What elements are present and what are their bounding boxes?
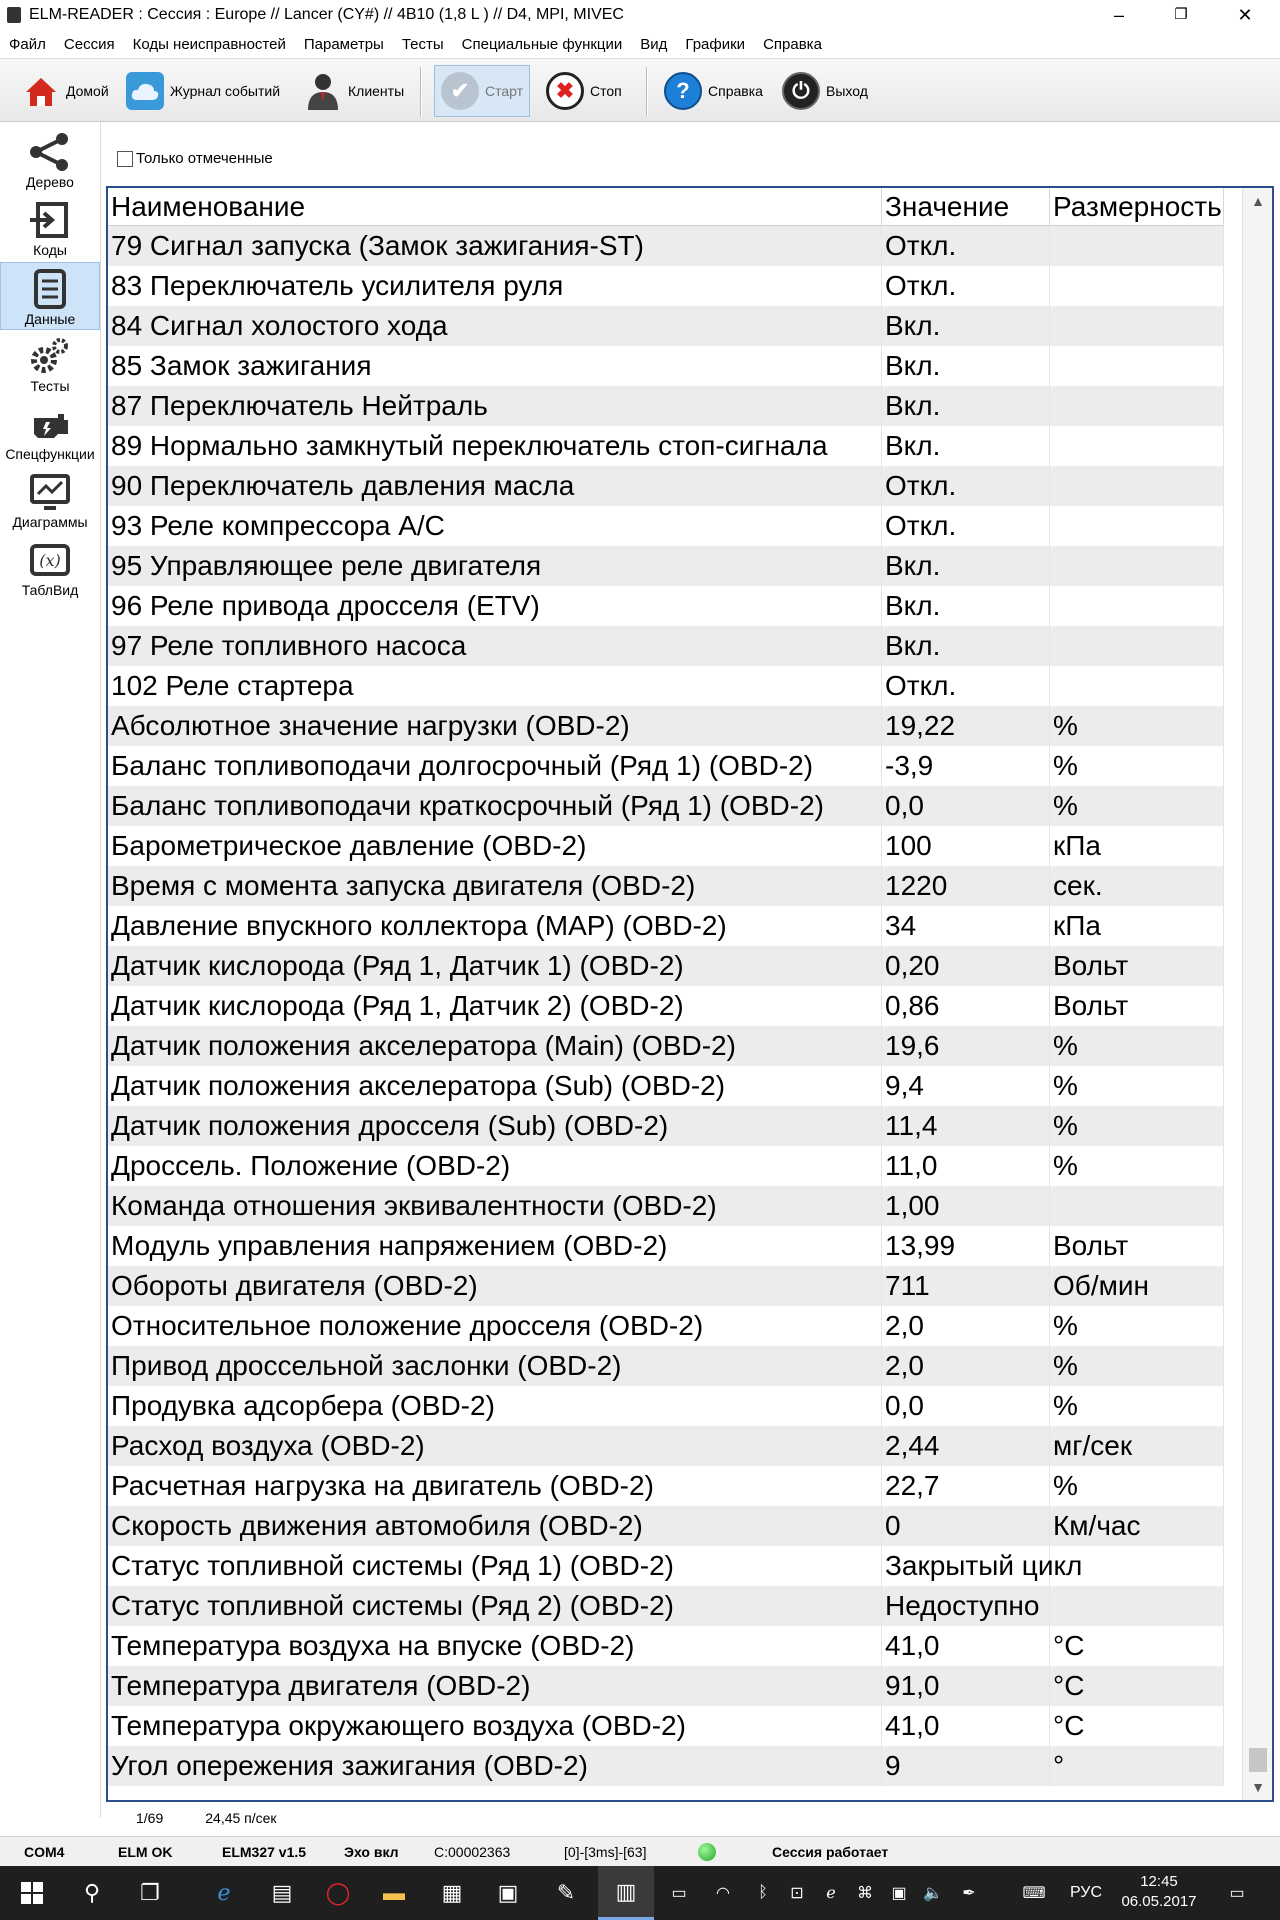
cell-name: Датчик положения акселератора (Sub) (OBD-2) [108, 1066, 882, 1106]
tree-icon [28, 132, 72, 172]
cell-unit [1050, 306, 1224, 346]
table-row[interactable] [108, 1666, 1224, 1706]
cell-value: Откл. [882, 666, 1050, 706]
paint-icon[interactable]: ✎ [556, 1880, 576, 1905]
table-row[interactable] [108, 906, 1224, 946]
table-row[interactable] [108, 1426, 1224, 1466]
table-row[interactable] [108, 1586, 1224, 1626]
table-row[interactable] [108, 226, 1224, 266]
cell-value: Закрытый цикл [882, 1546, 1050, 1586]
volume-icon[interactable]: 🔈 [923, 1885, 943, 1902]
cell-value: 34 [882, 906, 1050, 946]
nav-tree[interactable] [0, 126, 100, 194]
table-row[interactable] [108, 426, 1224, 466]
toolbar [0, 58, 1280, 122]
language-indicator[interactable]: РУС [1069, 1884, 1103, 1901]
table-row[interactable] [108, 986, 1224, 1026]
table-row[interactable] [108, 1706, 1224, 1746]
cell-name: Баланс топливоподачи краткосрочный (Ряд 1) (OBD-2) [108, 786, 882, 826]
nav-tree-label: Дерево [26, 174, 74, 190]
cell-unit: °C [1050, 1666, 1224, 1706]
cell-value: 1220 [882, 866, 1050, 906]
cell-value: Вкл. [882, 586, 1050, 626]
table-row[interactable] [108, 706, 1224, 746]
cell-unit [1050, 1186, 1224, 1226]
menu-view[interactable]: Вид [640, 35, 668, 53]
nav-data[interactable] [0, 262, 100, 330]
codes-icon [28, 200, 72, 240]
cell-unit [1050, 346, 1224, 386]
pen-icon[interactable]: ✒ [962, 1885, 976, 1902]
table-row[interactable] [108, 1026, 1224, 1066]
menu-help[interactable]: Справка [763, 35, 822, 53]
table-row[interactable] [108, 466, 1224, 506]
table-row[interactable] [108, 786, 1224, 826]
only-checked-checkbox[interactable] [117, 151, 133, 167]
cell-name: 96 Реле привода дросселя (ETV) [108, 586, 882, 626]
cell-name: Привод дроссельной заслонки (OBD-2) [108, 1346, 882, 1386]
status-echo: Эхо вкл [344, 1844, 399, 1860]
cell-unit: Вольт [1050, 946, 1224, 986]
cell-name: Температура воздуха на впуске (OBD-2) [108, 1626, 882, 1666]
cell-name: 85 Замок зажигания [108, 346, 882, 386]
cell-unit: % [1050, 1146, 1224, 1186]
exit-button[interactable] [782, 65, 868, 117]
table-row[interactable] [108, 1306, 1224, 1346]
home-button[interactable] [22, 65, 109, 117]
cell-value: Вкл. [882, 626, 1050, 666]
wifi-icon[interactable]: ◠ [716, 1885, 730, 1902]
clock-date: 06.05.2017 [1121, 1893, 1197, 1910]
cell-name: 102 Реле стартера [108, 666, 882, 706]
only-checked-label: Только отмеченные [136, 150, 273, 167]
help-button[interactable] [664, 65, 763, 117]
notifications-icon[interactable]: ▭ [1229, 1885, 1245, 1902]
function-icon [28, 540, 72, 580]
cell-name: Датчик кислорода (Ряд 1, Датчик 2) (OBD-2) [108, 986, 882, 1026]
cell-value: 22,7 [882, 1466, 1050, 1506]
connection-indicator [698, 1843, 716, 1861]
cell-name: Датчик положения дросселя (Sub) (OBD-2) [108, 1106, 882, 1146]
left-nav [0, 122, 100, 1818]
monitor-chart-icon [28, 472, 72, 512]
cell-unit: °C [1050, 1626, 1224, 1666]
stop-button[interactable] [546, 65, 622, 117]
cell-name: 89 Нормально замкнутый переключатель стоп-сигнала [108, 426, 882, 466]
cell-unit: кПа [1050, 906, 1224, 946]
table-row[interactable] [108, 1146, 1224, 1186]
stop-icon: ✖ [546, 72, 584, 110]
elm-reader-task-icon[interactable]: ▥ [598, 1866, 654, 1920]
cell-name: 97 Реле топливного насоса [108, 626, 882, 666]
table-row[interactable] [108, 1346, 1224, 1386]
table-row[interactable] [108, 1106, 1224, 1146]
filter-bar [117, 150, 273, 167]
table-row[interactable] [108, 1466, 1224, 1506]
cell-value: Вкл. [882, 306, 1050, 346]
start-label: Старт [485, 83, 524, 99]
cell-unit: Вольт [1050, 986, 1224, 1026]
nav-tests-label: Тесты [30, 378, 70, 394]
table-row[interactable] [108, 386, 1224, 426]
status-counter: C:00002363 [434, 1844, 511, 1860]
nav-codes[interactable] [0, 194, 100, 262]
cell-name: 83 Переключатель усилителя руля [108, 266, 882, 306]
battery-icon[interactable]: ▭ [671, 1885, 687, 1902]
stop-label: Стоп [590, 83, 622, 99]
menu-error-codes[interactable]: Коды неисправностей [132, 35, 286, 53]
cell-name: Обороты двигателя (OBD-2) [108, 1266, 882, 1306]
table-row[interactable] [108, 546, 1224, 586]
folder-icon[interactable]: ▬ [383, 1880, 405, 1905]
cell-value: Вкл. [882, 546, 1050, 586]
power-icon: ⏻ [782, 72, 820, 110]
cell-unit [1050, 1546, 1224, 1586]
cell-value: 9 [882, 1746, 1050, 1786]
table-row[interactable] [108, 586, 1224, 626]
cell-unit [1050, 1586, 1224, 1626]
nav-tests[interactable] [0, 330, 100, 398]
calculator-icon[interactable]: ▦ [441, 1880, 463, 1905]
cell-value: Откл. [882, 226, 1050, 266]
header-value[interactable]: Значение [882, 188, 1050, 225]
cell-name: Время с момента запуска двигателя (OBD-2) [108, 866, 882, 906]
cell-unit [1050, 226, 1224, 266]
cell-name: Расход воздуха (OBD-2) [108, 1426, 882, 1466]
cell-unit: мг/сек [1050, 1426, 1224, 1466]
cell-value: 0 [882, 1506, 1050, 1546]
cell-unit [1050, 426, 1224, 466]
table-row[interactable] [108, 346, 1224, 386]
cell-value: 711 [882, 1266, 1050, 1306]
cell-value: 2,0 [882, 1346, 1050, 1386]
exit-label: Выход [826, 83, 868, 99]
cell-name: Температура двигателя (OBD-2) [108, 1666, 882, 1706]
cell-value: 2,44 [882, 1426, 1050, 1466]
display-icon[interactable]: ▣ [891, 1885, 907, 1902]
menu-bar [0, 30, 1280, 58]
cell-value: 11,0 [882, 1146, 1050, 1186]
cell-value: Откл. [882, 506, 1050, 546]
cell-value: 41,0 [882, 1706, 1050, 1746]
table-row[interactable] [108, 1186, 1224, 1226]
cell-value: 19,22 [882, 706, 1050, 746]
cell-unit: % [1050, 746, 1224, 786]
cell-value: 0,0 [882, 1386, 1050, 1426]
clock-time: 12:45 [1140, 1873, 1178, 1890]
table-row[interactable] [108, 826, 1224, 866]
edge-icon[interactable]: ℯ [217, 1880, 231, 1905]
menu-parameters[interactable]: Параметры [303, 35, 384, 53]
cell-value: 19,6 [882, 1026, 1050, 1066]
status-port: COM4 [24, 1844, 65, 1860]
cloud-icon [126, 72, 164, 110]
cell-value: 91,0 [882, 1666, 1050, 1706]
cell-name: 95 Управляющее реле двигателя [108, 546, 882, 586]
cell-unit: Об/мин [1050, 1266, 1224, 1306]
cell-name: Дроссель. Положение (OBD-2) [108, 1146, 882, 1186]
table-row[interactable] [108, 1626, 1224, 1666]
cell-value: 9,4 [882, 1066, 1050, 1106]
status-elm: ELM OK [118, 1844, 173, 1860]
keyboard-icon[interactable]: ⌨ [1022, 1885, 1046, 1902]
header-unit[interactable]: Размерность [1050, 188, 1224, 225]
cell-value: 0,20 [882, 946, 1050, 986]
table-row[interactable] [108, 506, 1224, 546]
table-row[interactable] [108, 746, 1224, 786]
title-bar [0, 0, 1280, 30]
table-row[interactable] [108, 1506, 1224, 1546]
cell-value: 2,0 [882, 1306, 1050, 1346]
nav-special-functions[interactable] [0, 398, 100, 466]
scroll-up-arrow[interactable]: ▲ [1251, 193, 1265, 209]
cell-name: Температура окружающего воздуха (OBD-2) [108, 1706, 882, 1746]
bluetooth-icon[interactable]: ᛒ [758, 1884, 768, 1901]
table-row[interactable] [108, 1226, 1224, 1266]
cell-value: Откл. [882, 266, 1050, 306]
cell-name: Статус топливной системы (Ряд 1) (OBD-2) [108, 1546, 882, 1586]
table-row[interactable] [108, 1266, 1224, 1306]
data-grid [106, 186, 1274, 1802]
restore-button[interactable]: ❐ [1174, 6, 1188, 23]
main-panel [100, 122, 1276, 1826]
cell-name: Датчик кислорода (Ряд 1, Датчик 1) (OBD-2) [108, 946, 882, 986]
home-icon [22, 72, 60, 110]
app-icon-chart[interactable]: ▤ [271, 1880, 293, 1905]
table-row[interactable] [108, 1746, 1224, 1786]
menu-special-functions[interactable]: Специальные функции [461, 35, 623, 53]
search-icon[interactable]: ⚲ [83, 1880, 101, 1905]
table-row[interactable] [108, 266, 1224, 306]
cell-unit: Вольт [1050, 1226, 1224, 1266]
cell-name: Абсолютное значение нагрузки (OBD-2) [108, 706, 882, 746]
table-row[interactable] [108, 866, 1224, 906]
menu-file[interactable]: Файл [9, 35, 46, 53]
nav-diagrams[interactable] [0, 466, 100, 534]
cell-name: Угол опережения зажигания (OBD-2) [108, 1746, 882, 1786]
status-timing: [0]-[3ms]-[63] [564, 1844, 647, 1860]
app-icon [7, 7, 21, 23]
cell-value: Вкл. [882, 386, 1050, 426]
nav-table-view[interactable] [0, 534, 100, 602]
clients-label: Клиенты [348, 83, 405, 99]
cell-unit [1050, 266, 1224, 306]
browser-tray-icon[interactable]: ℯ [826, 1885, 836, 1902]
cell-unit: кПа [1050, 826, 1224, 866]
vertical-scrollbar[interactable] [1242, 188, 1272, 1800]
help-icon: ? [664, 72, 702, 110]
table-row[interactable] [108, 626, 1224, 666]
minimize-button[interactable]: – [1113, 5, 1124, 25]
cell-unit: % [1050, 1306, 1224, 1346]
cell-name: Барометрическое давление (OBD-2) [108, 826, 882, 866]
cell-unit [1050, 626, 1224, 666]
grid-rows [108, 226, 1224, 1786]
home-label: Домой [66, 83, 109, 99]
menu-session[interactable]: Сессия [63, 35, 115, 53]
row-position: 1/69 [136, 1810, 164, 1826]
table-row[interactable] [108, 306, 1224, 346]
event-log-button[interactable] [126, 65, 280, 117]
cell-unit: % [1050, 706, 1224, 746]
cell-name: Модуль управления напряжением (OBD-2) [108, 1226, 882, 1266]
event-log-label: Журнал событий [170, 83, 281, 99]
cell-value: 0,0 [882, 786, 1050, 826]
cell-value: Недоступно [882, 1586, 1050, 1626]
cell-unit: Км/час [1050, 1506, 1224, 1546]
cell-name: 84 Сигнал холостого хода [108, 306, 882, 346]
table-row[interactable] [108, 1386, 1224, 1426]
checkmark-icon: ✔ [441, 72, 479, 110]
cell-name: Команда отношения эквивалентности (OBD-2) [108, 1186, 882, 1226]
windows-start-icon[interactable] [4, 1866, 60, 1920]
scroll-down-arrow[interactable]: ▼ [1251, 1779, 1265, 1795]
cell-unit [1050, 466, 1224, 506]
network-icon[interactable]: ⊡ [790, 1885, 804, 1902]
cell-unit: % [1050, 1346, 1224, 1386]
cell-value: 1,00 [882, 1186, 1050, 1226]
taskbar [0, 1866, 1280, 1920]
nav-data-label: Данные [24, 311, 76, 327]
grid-header [108, 188, 1224, 226]
table-row[interactable] [108, 1066, 1224, 1106]
nav-codes-label: Коды [33, 242, 67, 258]
nav-table-view-label: ТаблВид [21, 582, 79, 598]
toolbar-separator [420, 67, 422, 117]
grid-status [106, 1804, 1274, 1832]
window-title: ELM-READER : Сессия : Europe // Lancer (CY#) // 4B10 (1,8 L ) // D4, MPI, MIVEC [29, 6, 624, 23]
cell-unit: ° [1050, 1746, 1224, 1786]
cell-unit: °C [1050, 1706, 1224, 1746]
scroll-thumb[interactable] [1249, 1748, 1267, 1772]
cell-name: Продувка адсорбера (OBD-2) [108, 1386, 882, 1426]
cell-unit: % [1050, 1466, 1224, 1506]
help-label: Справка [708, 83, 763, 99]
cell-unit: % [1050, 1066, 1224, 1106]
app-tray-icon[interactable]: ⌘ [857, 1885, 873, 1902]
cell-unit: % [1050, 1386, 1224, 1426]
cell-name: 87 Переключатель Нейтраль [108, 386, 882, 426]
table-row[interactable] [108, 946, 1224, 986]
opera-icon[interactable]: ◯ [325, 1880, 351, 1905]
svg-text:(x): (x) [39, 551, 61, 570]
cell-value: 100 [882, 826, 1050, 866]
cell-name: Датчик положения акселератора (Main) (OBD-2) [108, 1026, 882, 1066]
cell-value: Вкл. [882, 346, 1050, 386]
cell-name: Относительное положение дросселя (OBD-2) [108, 1306, 882, 1346]
menu-tests[interactable]: Тесты [401, 35, 444, 53]
nav-special-functions-label: Спецфункции [5, 446, 95, 462]
table-row[interactable] [108, 1546, 1224, 1586]
start-button[interactable] [434, 65, 530, 117]
clients-button[interactable] [304, 65, 404, 117]
status-session: Сессия работает [772, 1844, 889, 1860]
close-button[interactable]: ✕ [1237, 5, 1253, 25]
cell-unit: % [1050, 1106, 1224, 1146]
cell-unit [1050, 546, 1224, 586]
task-view-icon[interactable]: ❐ [140, 1880, 160, 1905]
cell-unit [1050, 386, 1224, 426]
person-icon [304, 72, 342, 110]
cell-name: 93 Реле компрессора A/C [108, 506, 882, 546]
toolbar-separator [646, 67, 648, 117]
cell-value: -3,9 [882, 746, 1050, 786]
cell-value: 11,4 [882, 1106, 1050, 1146]
cell-value: 13,99 [882, 1226, 1050, 1266]
status-bar [0, 1836, 1280, 1866]
cell-name: Статус топливной системы (Ряд 2) (OBD-2) [108, 1586, 882, 1626]
cell-value: Вкл. [882, 426, 1050, 466]
status-adapter: ELM327 v1.5 [222, 1844, 307, 1860]
cell-value: Откл. [882, 466, 1050, 506]
engine-icon [28, 404, 72, 444]
cell-unit: сек. [1050, 866, 1224, 906]
cell-unit [1050, 586, 1224, 626]
cell-value: 0,86 [882, 986, 1050, 1026]
cell-unit: % [1050, 786, 1224, 826]
cell-name: 79 Сигнал запуска (Замок зажигания-ST) [108, 226, 882, 266]
clock[interactable] [1116, 1872, 1202, 1912]
menu-graphs[interactable]: Графики [685, 35, 746, 53]
list-icon [28, 269, 72, 309]
cell-name: Давление впускного коллектора (MAP) (OBD-2) [108, 906, 882, 946]
refresh-rate: 24,45 п/сек [205, 1810, 277, 1826]
cell-unit: % [1050, 1026, 1224, 1066]
header-name[interactable]: Наименование [108, 188, 882, 225]
cell-unit [1050, 666, 1224, 706]
cell-value: 41,0 [882, 1626, 1050, 1666]
store-icon[interactable]: ▣ [497, 1880, 519, 1905]
gears-icon [28, 336, 72, 376]
cell-name: 90 Переключатель давления масла [108, 466, 882, 506]
cell-name: Скорость движения автомобиля (OBD-2) [108, 1506, 882, 1546]
cell-unit [1050, 506, 1224, 546]
cell-name: Баланс топливоподачи долгосрочный (Ряд 1) (OBD-2) [108, 746, 882, 786]
nav-diagrams-label: Диаграммы [12, 514, 88, 530]
table-row[interactable] [108, 666, 1224, 706]
cell-name: Расчетная нагрузка на двигатель (OBD-2) [108, 1466, 882, 1506]
